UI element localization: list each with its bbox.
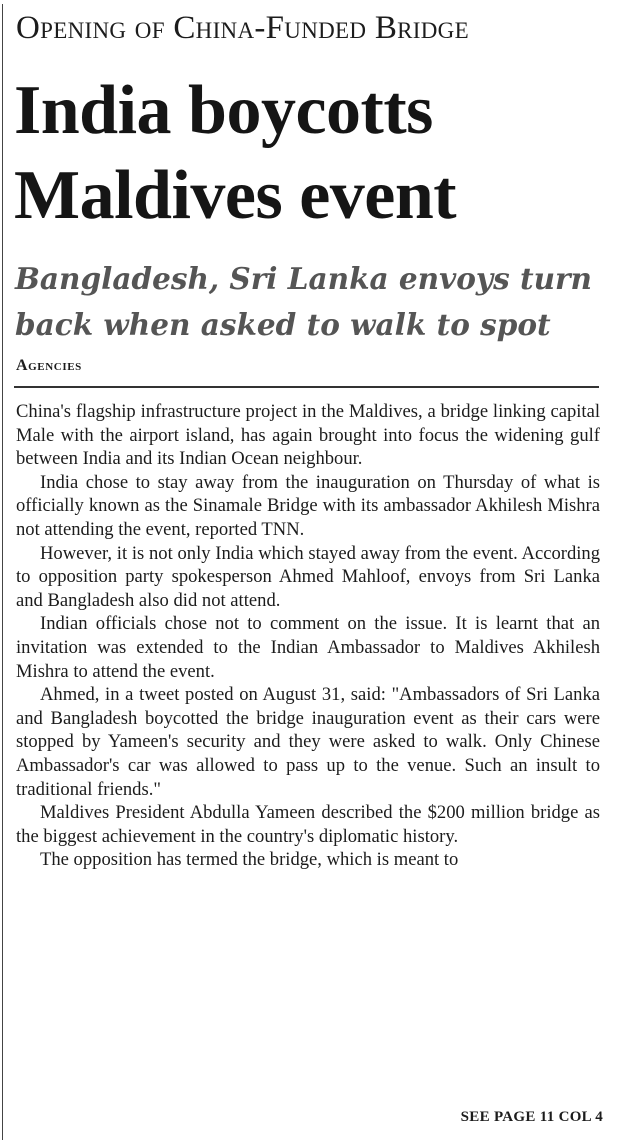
body-paragraph: China's flagship infrastructure project in the Maldives, a bridge linking capital Male with the airport island, has again brought into focus the widening gulf between India and its Indian Ocean neighbour. (16, 401, 600, 470)
article-headline: India boycotts Maldives event (14, 72, 457, 234)
article-kicker: Opening of China-Funded Bridge (16, 10, 469, 46)
body-paragraph: Indian officials chose not to comment on the issue. It is learnt that an invitation was extended to the Indian Ambassador to Maldives Akhilesh Mishra to attend the event. (16, 613, 600, 682)
article-subhead: Bangladesh, Sri Lanka envoys turn back when asked to walk to spot (15, 261, 593, 342)
article-body (16, 400, 600, 872)
continuation-jump-line: SEE PAGE 11 COL 4 (460, 1109, 603, 1125)
article-byline: Agencies (16, 357, 82, 374)
body-paragraph: However, it is not only India which stayed away from the event. According to opposition party spokesperson Ahmed Mahloof, envoys from Sri Lanka and Bangladesh also did not attend. (16, 542, 600, 611)
byline-divider (14, 386, 599, 388)
body-paragraph: Maldives President Abdulla Yameen described the $200 million bridge as the biggest achievement in the country's diplomatic history. (16, 802, 600, 847)
column-rule (2, 4, 3, 1140)
body-paragraph: India chose to stay away from the inauguration on Thursday of what is officially known as the Sinamale Bridge with its ambassador Akhilesh Mishra not attending the event, reported TNN. (16, 471, 600, 540)
body-paragraph: Ahmed, in a tweet posted on August 31, said: "Ambassadors of Sri Lanka and Bangladesh boycotted the bridge inauguration event as their cars were stopped by Yameen's security and they were asked to walk. Only Chinese Ambassador's car was allowed to pass up to the venue. Such an insult to traditional friends." (16, 684, 600, 800)
body-paragraph: The opposition has termed the bridge, which is meant to (40, 849, 459, 871)
